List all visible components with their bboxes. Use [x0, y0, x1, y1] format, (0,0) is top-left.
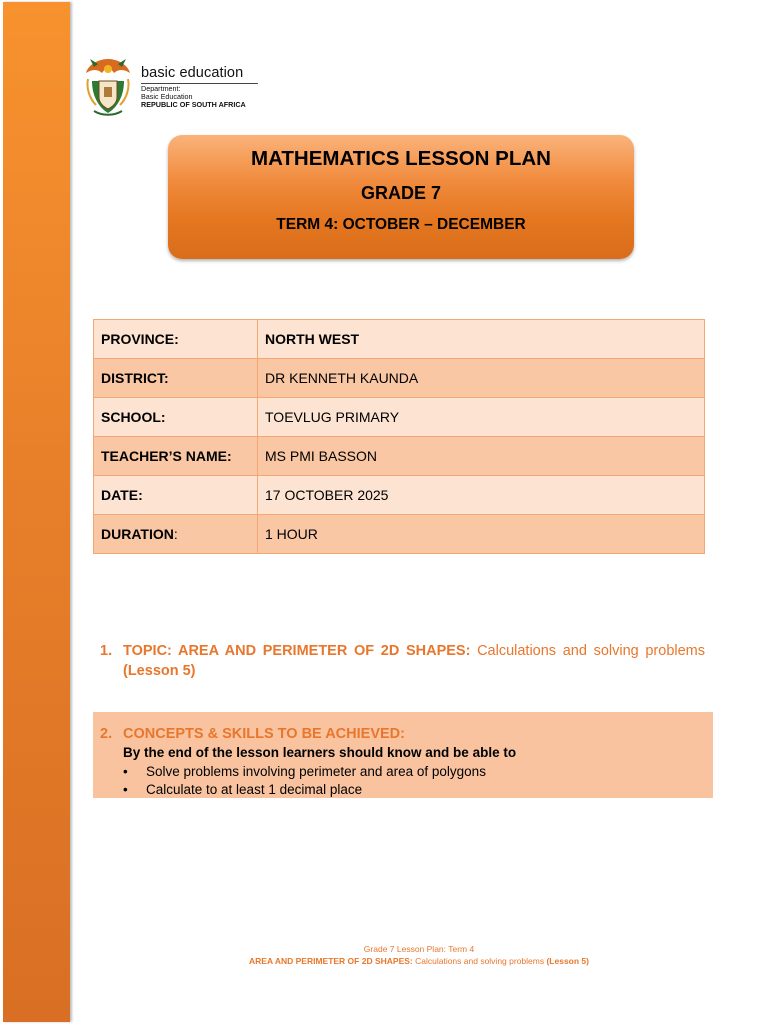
lesson-info-table — [93, 319, 705, 554]
concepts-intro: By the end of the lesson learners should know and be able to — [123, 745, 517, 760]
concepts-section — [93, 712, 713, 798]
footer-text: Calculations and solving problems — [412, 956, 547, 966]
duration-colon: : — [173, 526, 178, 542]
footer-lesson: (Lesson 5) — [546, 956, 589, 966]
table-row — [94, 398, 705, 437]
province-label: PROVINCE: — [94, 320, 258, 359]
district-label: DISTRICT: — [94, 359, 258, 398]
title-banner — [168, 135, 634, 259]
footer-topic: AREA AND PERIMETER OF 2D SHAPES: — [249, 956, 413, 966]
concept-item-text: Solve problems involving perimeter and area of polygons — [146, 764, 486, 779]
bullet-icon: • — [123, 782, 128, 797]
topic-body — [123, 641, 705, 681]
duration-value: 1 HOUR — [258, 515, 705, 554]
table-row — [94, 320, 705, 359]
table-row — [94, 437, 705, 476]
topic-text: Calculations and solving problems — [470, 643, 705, 659]
topic-heading: TOPIC: AREA AND PERIMETER OF 2D SHAPES: — [123, 643, 471, 659]
table-row — [94, 359, 705, 398]
teacher-label: TEACHER’S NAME: — [94, 437, 258, 476]
duration-label-cell — [94, 515, 258, 554]
footer-line-2 — [70, 956, 768, 966]
republic-line: REPUBLIC OF SOUTH AFRICA — [141, 100, 246, 109]
school-label: SCHOOL: — [94, 398, 258, 437]
department-logo — [84, 55, 264, 117]
topic-number: 1. — [100, 643, 113, 659]
concept-item-text: Calculate to at least 1 decimal place — [146, 782, 363, 797]
concepts-number: 2. — [100, 726, 113, 742]
brand-name: basic education — [141, 65, 244, 81]
topic-lesson: (Lesson 5) — [123, 663, 196, 679]
topic-section — [100, 641, 705, 681]
concepts-heading: CONCEPTS & SKILLS TO BE ACHIEVED: — [123, 726, 405, 742]
coat-of-arms-icon — [84, 55, 132, 117]
bullet-icon: • — [123, 764, 128, 779]
document-title: MATHEMATICS LESSON PLAN — [251, 147, 551, 170]
province-value: NORTH WEST — [258, 320, 705, 359]
duration-label: DURATION — [101, 526, 174, 542]
department-line-1: Department: — [141, 84, 181, 93]
district-value: DR KENNETH KAUNDA — [258, 359, 705, 398]
teacher-value: MS PMI BASSON — [258, 437, 705, 476]
grade-heading: GRADE 7 — [360, 183, 441, 203]
table-row — [94, 476, 705, 515]
term-heading: TERM 4: OCTOBER – DECEMBER — [276, 216, 526, 233]
footer-line-1: Grade 7 Lesson Plan: Term 4 — [363, 944, 475, 954]
decorative-side-bar — [3, 2, 70, 1022]
school-value: TOEVLUG PRIMARY — [258, 398, 705, 437]
department-line-2: Basic Education — [141, 92, 193, 101]
date-label: DATE: — [94, 476, 258, 515]
date-value: 17 OCTOBER 2025 — [258, 476, 705, 515]
table-row — [94, 515, 705, 554]
